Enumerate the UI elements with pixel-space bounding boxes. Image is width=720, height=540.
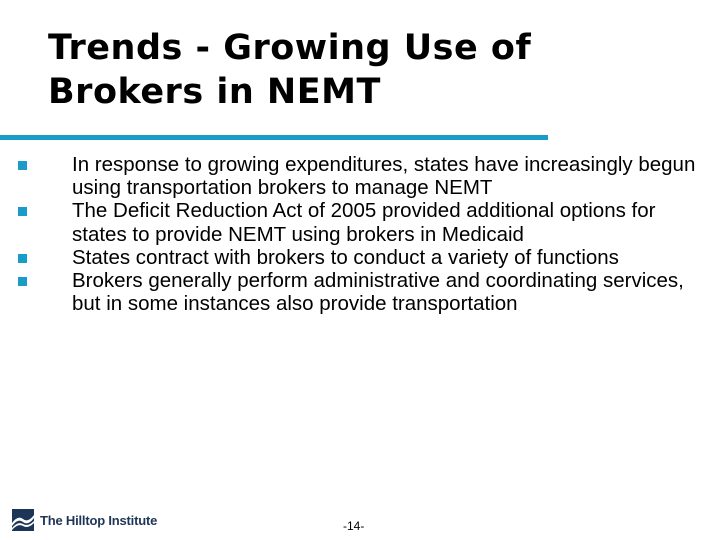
bullet-item [18, 246, 698, 269]
bullet-item [18, 269, 698, 315]
logo-text: The Hilltop Institute [40, 512, 158, 528]
bullet-text: States contract with brokers to conduct a variety of functions [72, 245, 619, 269]
square-bullet-icon [18, 207, 27, 216]
bullet-list [18, 153, 698, 315]
bullet-text: Brokers generally perform administrative and coordinating services, but in some instances also provide transportation [72, 269, 684, 316]
square-bullet-icon [18, 277, 27, 286]
title-divider [0, 135, 548, 140]
bullet-text: In response to growing expenditures, states have increasingly begun using transportation brokers to manage NEMT [72, 153, 696, 200]
hilltop-logo-icon [12, 509, 34, 531]
square-bullet-icon [18, 161, 27, 170]
bullet-item [18, 153, 698, 199]
bullet-text: The Deficit Reduction Act of 2005 provided additional options for states to provide NEMT using brokers in Medicaid [72, 199, 656, 246]
hilltop-logo [12, 505, 157, 535]
bullet-item [18, 199, 698, 245]
slide-title: Trends - Growing Use of Brokers in NEMT [48, 28, 532, 112]
square-bullet-icon [18, 254, 27, 263]
page-number: -14- [343, 519, 365, 533]
